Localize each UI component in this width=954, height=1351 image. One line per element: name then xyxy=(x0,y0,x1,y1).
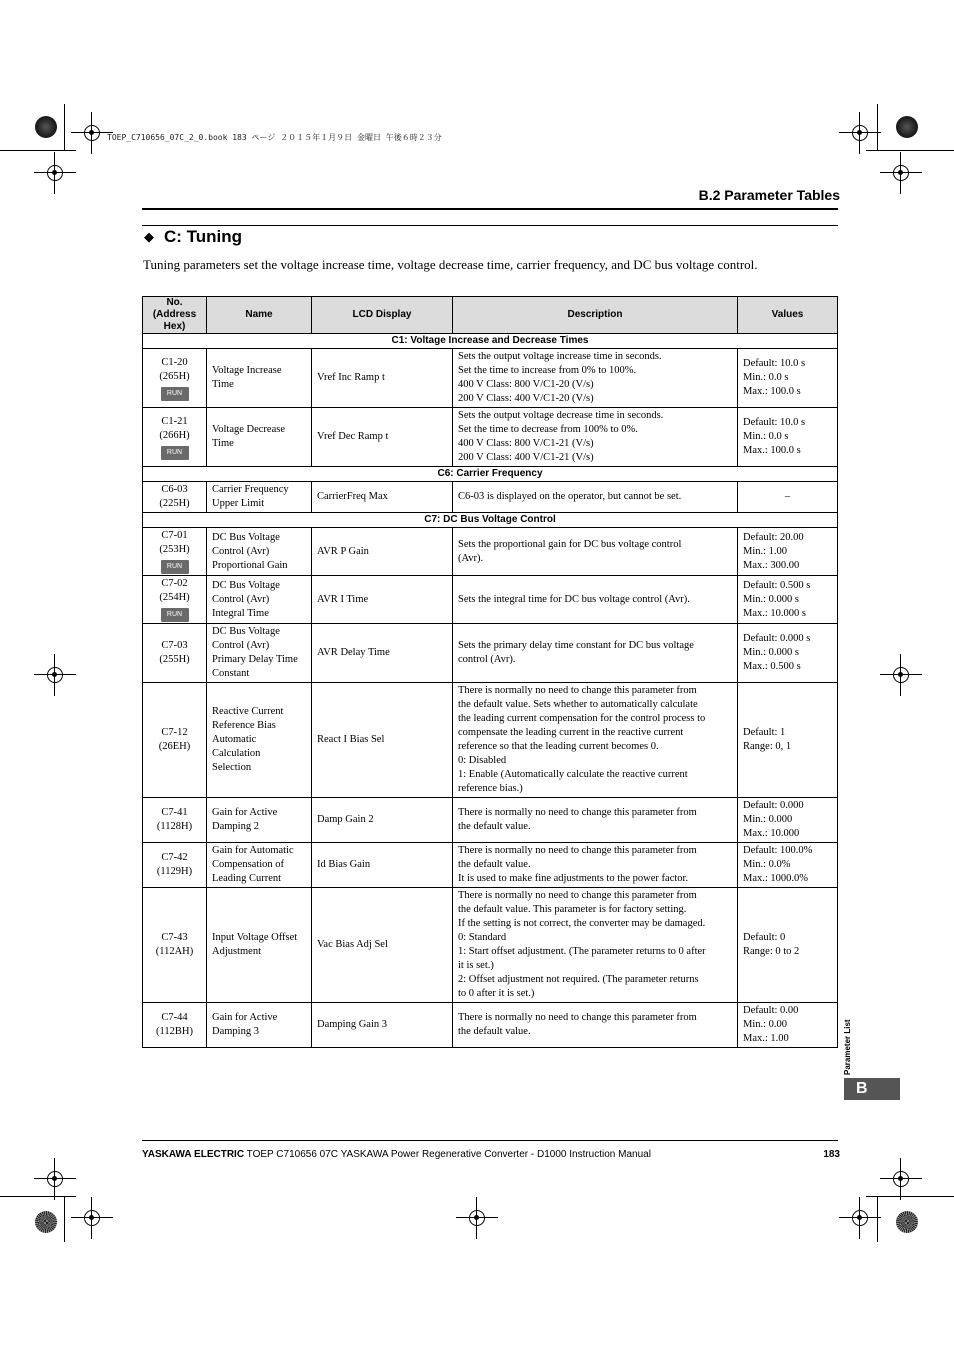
col-header-description: Description xyxy=(453,297,738,334)
heading-rule xyxy=(142,225,838,226)
registration-disc-icon xyxy=(896,116,918,138)
registration-disc-icon xyxy=(896,1211,918,1233)
crosshair-mark-icon xyxy=(849,122,871,144)
description-cell xyxy=(453,408,738,467)
lcd-display-cell: Damp Gain 2 xyxy=(312,798,453,843)
lcd-display-cell: AVR I Time xyxy=(312,576,453,624)
description-line: There is normally no need to change this parameter from xyxy=(458,845,697,856)
values-line: Default: 0.00 xyxy=(743,1005,799,1016)
param-number: C7-44 xyxy=(161,1012,188,1023)
values-line: Default: 1 xyxy=(743,727,786,738)
param-name-line: Proportional Gain xyxy=(212,559,288,571)
values-line: Min.: 0.0% xyxy=(743,859,791,870)
lcd-display-cell: Damping Gain 3 xyxy=(312,1003,453,1048)
param-number-cell xyxy=(143,888,207,1003)
description-line: C6-03 is displayed on the operator, but cannot be set. xyxy=(458,491,682,502)
param-number: C7-03 xyxy=(161,640,188,651)
param-name-line: Input Voltage Offset xyxy=(212,932,298,943)
table-row xyxy=(143,888,838,1003)
col-header-lcd: LCD Display xyxy=(312,297,453,334)
description-cell xyxy=(453,683,738,798)
param-name-cell xyxy=(207,798,312,843)
description-line: the default value. Sets whether to automatically calculate xyxy=(458,699,698,710)
values-cell xyxy=(738,888,838,1003)
description-cell xyxy=(453,1003,738,1048)
param-number-cell xyxy=(143,624,207,683)
description-line: 1: Start offset adjustment. (The parameter returns to 0 after xyxy=(458,946,706,957)
group-title: C1: Voltage Increase and Decrease Times xyxy=(143,334,838,349)
param-name-line: Voltage Increase xyxy=(212,365,282,376)
values-cell xyxy=(738,1003,838,1048)
description-line: (Avr). xyxy=(458,552,484,564)
intro-paragraph: Tuning parameters set the voltage increase time, voltage decrease time, carrier frequency, and DC bus voltage control. xyxy=(143,257,758,272)
param-name-cell xyxy=(207,888,312,1003)
param-name-line: Damping 3 xyxy=(212,1026,259,1037)
param-name-line: Time xyxy=(212,438,234,449)
values-line: Range: 0, 1 xyxy=(743,741,792,752)
table-row xyxy=(143,683,838,798)
table-row xyxy=(143,408,838,467)
param-name-line: Damping 2 xyxy=(212,821,259,832)
print-job-line: TOEP_C710656_07C_2_0.book 183 ページ ２０１５年１月９日 金曜日 午後６時２３分 xyxy=(107,133,442,142)
description-line: Sets the primary delay time constant for DC bus voltage xyxy=(458,640,694,651)
group-row xyxy=(143,334,838,349)
description-line: 200 V Class: 400 V/C1-20 (V/s) xyxy=(458,393,594,404)
param-name-line: Control (Avr) xyxy=(212,640,270,651)
lcd-display-cell: Id Bias Gain xyxy=(312,843,453,888)
col-header-values: Values xyxy=(738,297,838,334)
values-cell xyxy=(738,843,838,888)
lcd-display-cell: React I Bias Sel xyxy=(312,683,453,798)
param-name-cell xyxy=(207,349,312,408)
crosshair-mark-icon xyxy=(890,664,912,686)
param-address: (112BH) xyxy=(156,1026,193,1037)
crop-mark xyxy=(877,104,878,150)
description-line: There is normally no need to change this parameter from xyxy=(458,890,697,901)
description-line: reference bias.) xyxy=(458,783,523,794)
registration-disc-icon xyxy=(35,116,57,138)
values-line: Default: 10.0 s xyxy=(743,417,806,428)
description-line: Sets the integral time for DC bus voltage control (Avr). xyxy=(458,593,690,605)
description-line: 1: Enable (Automatically calculate the reactive current xyxy=(458,769,688,780)
table-row xyxy=(143,482,838,513)
param-address: (253H) xyxy=(159,544,190,555)
values-cell xyxy=(738,408,838,467)
table-header-row xyxy=(143,297,838,334)
values-line: Default: 0 xyxy=(743,932,786,943)
crosshair-mark-icon xyxy=(81,1207,103,1229)
param-address: (265H) xyxy=(159,370,190,382)
run-badge-icon: RUN xyxy=(161,387,189,401)
crop-mark xyxy=(64,104,65,150)
param-number-cell xyxy=(143,683,207,798)
col-header-no: No. (Address Hex) xyxy=(143,297,207,334)
description-line: to 0 after it is set.) xyxy=(458,988,535,999)
parameter-table xyxy=(142,296,838,1048)
param-name-cell xyxy=(207,624,312,683)
lcd-display-cell: Vref Dec Ramp t xyxy=(312,408,453,467)
description-line: If the setting is not correct, the converter may be damaged. xyxy=(458,918,706,929)
param-number-cell xyxy=(143,408,207,467)
param-address: (254H) xyxy=(159,592,190,603)
description-line: 200 V Class: 400 V/C1-21 (V/s) xyxy=(458,452,594,463)
lcd-display-cell: CarrierFreq Max xyxy=(312,482,453,513)
group-row xyxy=(143,513,838,528)
param-name-line: Carrier Frequency xyxy=(212,484,289,495)
values-line: Default: 100.0% xyxy=(743,845,813,856)
values-line: Max.: 1000.0% xyxy=(743,873,809,884)
values-line: Min.: 0.00 xyxy=(743,1019,788,1030)
values-line: Max.: 10.000 s xyxy=(743,607,806,619)
param-number-cell xyxy=(143,528,207,576)
description-line: the default value. xyxy=(458,821,531,832)
description-cell xyxy=(453,843,738,888)
param-number-cell xyxy=(143,843,207,888)
values-cell xyxy=(738,798,838,843)
table-row xyxy=(143,349,838,408)
description-line: the default value. xyxy=(458,859,531,870)
crosshair-mark-icon xyxy=(44,664,66,686)
description-cell xyxy=(453,888,738,1003)
param-name-line: Control (Avr) xyxy=(212,545,270,557)
group-title: C7: DC Bus Voltage Control xyxy=(143,513,838,528)
description-line: 0: Standard xyxy=(458,932,507,943)
page-heading xyxy=(144,227,242,247)
lcd-display-cell: Vref Inc Ramp t xyxy=(312,349,453,408)
crosshair-mark-icon xyxy=(44,1168,66,1190)
param-name-line: DC Bus Voltage xyxy=(212,579,280,591)
crop-mark xyxy=(64,1196,65,1242)
crosshair-mark-icon xyxy=(81,122,103,144)
values-line: Max.: 100.0 s xyxy=(743,386,801,397)
values-line: Min.: 0.000 xyxy=(743,814,793,825)
description-line: 0: Disabled xyxy=(458,755,507,766)
param-name-cell xyxy=(207,843,312,888)
description-line: 400 V Class: 800 V/C1-21 (V/s) xyxy=(458,438,594,449)
values-line: Max.: 0.500 s xyxy=(743,661,801,672)
param-address: (255H) xyxy=(159,654,190,665)
param-name-line: Leading Current xyxy=(212,873,282,884)
table-row xyxy=(143,843,838,888)
footer-rule xyxy=(142,1140,838,1141)
param-number: C6-03 xyxy=(161,484,188,495)
param-address: (26EH) xyxy=(158,741,191,752)
values-line: Default: 20.00 xyxy=(743,531,804,543)
description-cell xyxy=(453,349,738,408)
values-line: Min.: 0.0 s xyxy=(743,431,789,442)
description-line: compensate the leading current in the reactive current xyxy=(458,727,684,738)
param-name-line: Constant xyxy=(212,668,250,679)
values-line: Max.: 10.000 xyxy=(743,828,800,839)
param-number-cell xyxy=(143,482,207,513)
group-row xyxy=(143,467,838,482)
crosshair-mark-icon xyxy=(44,162,66,184)
values-line: Default: 0.000 s xyxy=(743,633,811,644)
param-name-line: Integral Time xyxy=(212,607,269,619)
param-address: (1128H) xyxy=(156,821,193,832)
param-name-line: Adjustment xyxy=(212,946,261,957)
values-cell xyxy=(738,576,838,624)
description-line: it is set.) xyxy=(458,960,494,971)
values-cell xyxy=(738,482,838,513)
values-line: Max.: 100.0 s xyxy=(743,445,801,456)
crop-mark xyxy=(0,150,76,151)
param-address: (266H) xyxy=(159,429,190,441)
table-row xyxy=(143,1003,838,1048)
description-line: 2: Offset adjustment not required. (The parameter returns xyxy=(458,974,699,985)
side-tab-label: Parameter List xyxy=(843,1019,852,1075)
param-name-cell xyxy=(207,528,312,576)
registration-disc-icon xyxy=(35,1211,57,1233)
param-name-line: Gain for Active xyxy=(212,807,278,818)
crop-mark xyxy=(877,1196,878,1242)
param-number: C1-20 xyxy=(161,356,188,368)
values-line: Max.: 300.00 xyxy=(743,559,800,571)
description-line: the leading current compensation for the control process to xyxy=(458,713,706,724)
values-line: Default: 0.500 s xyxy=(743,579,811,591)
values-line: Default: 10.0 s xyxy=(743,358,806,369)
run-badge-icon: RUN xyxy=(161,560,189,574)
table-row xyxy=(143,624,838,683)
side-tab-letter: B xyxy=(844,1078,900,1100)
param-number-cell xyxy=(143,1003,207,1048)
param-address: (225H) xyxy=(159,498,190,509)
description-line: the default value. This parameter is for factory setting. xyxy=(458,904,687,915)
values-line: Min.: 0.000 s xyxy=(743,647,800,658)
param-number-cell xyxy=(143,349,207,408)
param-name-line: Selection xyxy=(212,762,252,773)
description-line: Sets the output voltage increase time in seconds. xyxy=(458,351,662,362)
heading-title: C: Tuning xyxy=(164,227,243,246)
description-line: Sets the proportional gain for DC bus voltage control xyxy=(458,538,682,550)
crosshair-mark-icon xyxy=(890,162,912,184)
param-name-line: Upper Limit xyxy=(212,498,265,509)
footer-manual-title: TOEP C710656 07C YASKAWA Power Regenerative Converter - D1000 Instruction Manual xyxy=(244,1149,651,1160)
param-name-line: Primary Delay Time xyxy=(212,654,298,665)
values-line: – xyxy=(784,491,791,502)
description-cell xyxy=(453,528,738,576)
param-name-line: Calculation xyxy=(212,748,261,759)
description-line: There is normally no need to change this parameter from xyxy=(458,685,697,696)
description-line: Set the time to decrease from 100% to 0%. xyxy=(458,424,638,435)
values-cell xyxy=(738,349,838,408)
values-line: Range: 0 to 2 xyxy=(743,946,800,957)
param-name-line: Reference Bias xyxy=(212,720,276,731)
run-badge-icon: RUN xyxy=(161,608,189,622)
group-title: C6: Carrier Frequency xyxy=(143,467,838,482)
description-line: reference so that the leading current becomes 0. xyxy=(458,741,659,752)
table-row xyxy=(143,576,838,624)
description-line: Sets the output voltage decrease time in seconds. xyxy=(458,410,664,421)
param-name-line: Automatic xyxy=(212,734,257,745)
page-number: 183 xyxy=(823,1149,840,1160)
values-line: Min.: 0.000 s xyxy=(743,593,800,605)
description-line: Set the time to increase from 0% to 100%. xyxy=(458,365,637,376)
crop-mark xyxy=(866,150,954,151)
param-address: (112AH) xyxy=(155,946,194,957)
values-cell xyxy=(738,624,838,683)
description-cell xyxy=(453,624,738,683)
values-line: Min.: 0.0 s xyxy=(743,372,789,383)
description-line: It is used to make fine adjustments to the power factor. xyxy=(458,873,689,884)
values-line: Max.: 1.00 xyxy=(743,1033,789,1044)
lcd-display-cell: Vac Bias Adj Sel xyxy=(312,888,453,1003)
param-number: C1-21 xyxy=(161,415,188,427)
param-name-cell xyxy=(207,482,312,513)
param-name-line: Gain for Active xyxy=(212,1012,278,1023)
param-name-line: DC Bus Voltage xyxy=(212,626,280,637)
param-address: (1129H) xyxy=(156,866,193,877)
diamond-bullet-icon: ◆ xyxy=(144,229,154,244)
param-name-cell xyxy=(207,1003,312,1048)
crosshair-mark-icon xyxy=(890,1168,912,1190)
param-name-line: DC Bus Voltage xyxy=(212,531,280,543)
param-number: C7-01 xyxy=(161,530,188,541)
param-number: C7-43 xyxy=(161,932,188,943)
description-cell xyxy=(453,798,738,843)
param-number: C7-12 xyxy=(161,727,188,738)
param-name-cell xyxy=(207,683,312,798)
description-line: There is normally no need to change this parameter from xyxy=(458,807,697,818)
param-number-cell xyxy=(143,798,207,843)
values-line: Min.: 1.00 xyxy=(743,545,788,557)
crop-mark xyxy=(0,1196,76,1197)
footer-text xyxy=(142,1149,651,1160)
param-name-line: Reactive Current xyxy=(212,706,284,717)
param-number: C7-41 xyxy=(161,807,188,818)
param-name-line: Voltage Decrease xyxy=(212,424,285,435)
section-title: B.2 Parameter Tables xyxy=(698,187,840,203)
description-line: There is normally no need to change this parameter from xyxy=(458,1012,697,1023)
crosshair-mark-icon xyxy=(466,1207,488,1229)
param-name-line: Control (Avr) xyxy=(212,593,270,605)
table-body xyxy=(143,334,838,1048)
table-row xyxy=(143,528,838,576)
param-name-line: Gain for Automatic xyxy=(212,845,294,856)
crop-mark xyxy=(866,1196,954,1197)
header-rule xyxy=(142,208,838,210)
values-cell xyxy=(738,683,838,798)
values-line: Default: 0.000 xyxy=(743,800,804,811)
footer-brand: YASKAWA ELECTRIC xyxy=(142,1149,245,1160)
crosshair-mark-icon xyxy=(849,1207,871,1229)
lcd-display-cell: AVR Delay Time xyxy=(312,624,453,683)
param-name-line: Time xyxy=(212,379,234,390)
description-cell xyxy=(453,576,738,624)
param-number: C7-02 xyxy=(161,578,188,589)
param-number: C7-42 xyxy=(161,852,188,863)
param-name-cell xyxy=(207,576,312,624)
col-header-name: Name xyxy=(207,297,312,334)
values-cell xyxy=(738,528,838,576)
table-row xyxy=(143,798,838,843)
description-line: the default value. xyxy=(458,1026,531,1037)
description-cell xyxy=(453,482,738,513)
param-name-line: Compensation of xyxy=(212,859,285,870)
lcd-display-cell: AVR P Gain xyxy=(312,528,453,576)
param-name-cell xyxy=(207,408,312,467)
run-badge-icon: RUN xyxy=(161,446,189,460)
description-line: 400 V Class: 800 V/C1-20 (V/s) xyxy=(458,379,594,390)
param-number-cell xyxy=(143,576,207,624)
description-line: control (Avr). xyxy=(458,654,516,665)
